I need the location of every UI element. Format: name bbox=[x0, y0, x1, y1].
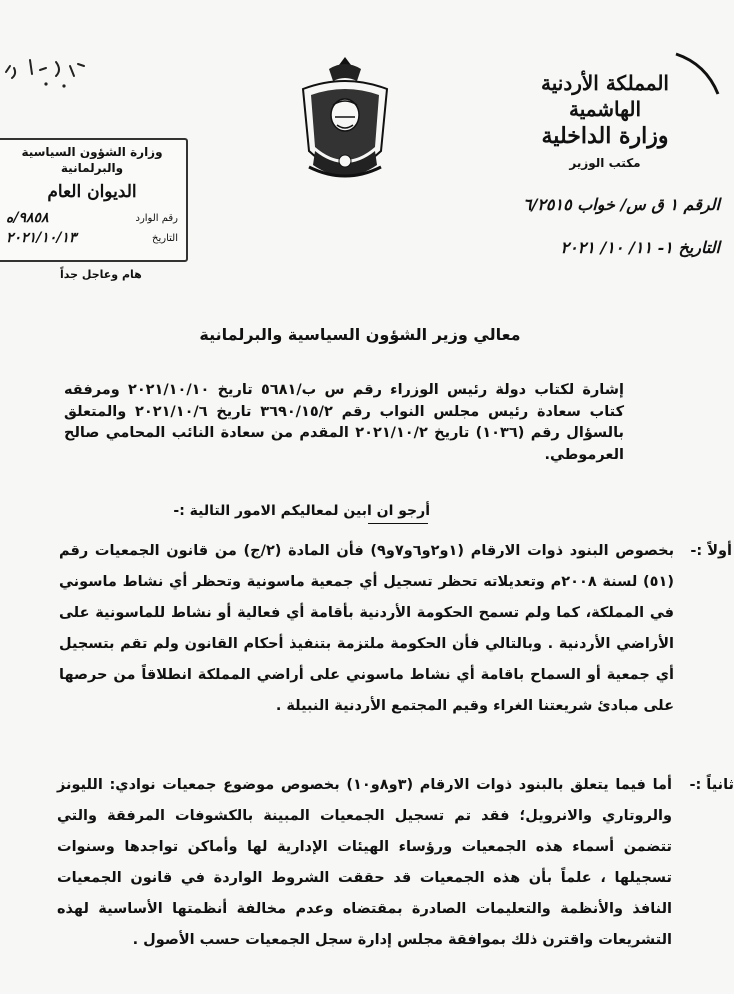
addressee: معالي وزير الشؤون السياسية والبرلمانية bbox=[199, 325, 521, 344]
stamp-date-value: ٢٠٢١/١٠/١٣ bbox=[6, 230, 77, 246]
priority-note: هام وعاجل جداً bbox=[60, 268, 142, 281]
request-underline bbox=[368, 523, 428, 524]
item-first bbox=[59, 536, 732, 722]
page-fold-mark bbox=[670, 50, 720, 110]
item-second-text: أما فيما يتعلق بالبنود ذوات الارقام (٣و٨و١٠) بخصوص موضوع جمعيات نوادي: الليونز والروتاري والانرويل؛ فقد تم تسجيل الجمعيات المبينة بالكشوفات المرفقة والتي تتضمن أسماء هذه الجمعيات ورؤساء الهيئات الإدارية لها وأماكن تواجدها وسنوات تسجيلها ، علماً بأن هذه الجمعيات قد حققت الشروط الواردة في قانون الجمعيات النافذ والأنظمة والتعليمات الصادرة بمقتضاه وعدم مخالفة أنظمتها الأساسية لهذه التشريعات واقترن ذلك بموافقة مجلس إدارة سجل الجمعيات حسب الأصول . bbox=[57, 777, 672, 948]
stamp-incoming-row bbox=[6, 210, 178, 226]
item-first-marker: أولاً :- bbox=[690, 543, 732, 559]
stamp-date-label: التاريخ bbox=[152, 232, 178, 244]
reference-number: الرقم ١ ق س/ خواب ٦/٢٥١٥ bbox=[522, 195, 720, 214]
handwritten-annotation bbox=[0, 50, 90, 100]
stamp-ministry: وزارة الشؤون السياسية والبرلمانية bbox=[21, 145, 163, 175]
office-name: مكتب الوزير bbox=[569, 156, 641, 170]
stamp-department: الديوان العام bbox=[47, 182, 137, 202]
stamp-date-row bbox=[6, 230, 178, 246]
request-line: أرجو ان ابين لمعاليكم الامور التالية :- bbox=[173, 503, 430, 519]
intro-paragraph: إشارة لكتاب دولة رئيس الوزراء رقم س ب/٥٦٨١ تاريخ ٢٠٢١/١٠/١٠ ومرفقه كتاب سعادة رئيس مجلس النواب رقم ٣٦٩٠/١٥/٢ تاريخ ٢٠٢١/١٠/٦ والمتعلق بالسؤال رقم (١٠٣٦) تاريخ ٢٠٢١/١٠/٢ المقدم من سعادة النائب المحامي صالح العرموطي. bbox=[64, 382, 624, 463]
ministry-letterhead bbox=[520, 70, 690, 170]
ministry-name: وزارة الداخلية bbox=[541, 123, 669, 149]
letter-date: التاريخ ١- ١١/ ١٠/ ٢٠٢١ bbox=[560, 238, 720, 257]
item-second bbox=[57, 770, 734, 956]
kingdom-name: المملكة الأردنية الهاشمية bbox=[541, 71, 669, 121]
received-stamp bbox=[0, 138, 188, 262]
coat-of-arms-icon bbox=[295, 55, 395, 185]
stamp-incoming-value: ٩٨٥٨/ه bbox=[6, 210, 49, 226]
item-second-marker: ثانياً :- bbox=[689, 777, 734, 793]
item-first-text: بخصوص البنود ذوات الارقام (١و٢و٦و٧و٩) فأن المادة (٢/ج) من قانون الجمعيات رقم (٥١) لسنة ٢٠٠٨م وتعديلاته تحظر تسجيل أي جمعية ماسونية وتحظر أي نشاط ماسوني في المملكة، كما ولم تسمح الحكومة الأردنية بأقامة أي فعالية أو نشاط للماسونية على الأراضي الأردنية . وبالتالي فأن الحكومة ملتزمة بتنفيذ أحكام القانون ولم تقم بتسجيل أي جمعية أو السماح باقامة أي نشاط ماسوني على أراضي المملكة انطلاقاً من حرصها على مبادئ شريعتنا الغراء وقيم المجتمع الأردنية النبيلة . bbox=[59, 543, 675, 714]
stamp-incoming-label: رقم الوارد bbox=[135, 212, 178, 224]
